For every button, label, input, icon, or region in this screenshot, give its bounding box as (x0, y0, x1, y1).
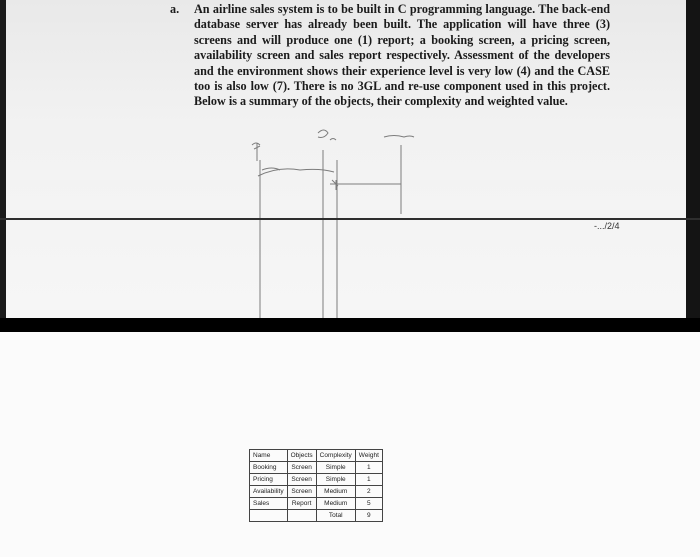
marks-label: -.../2/4 (594, 221, 620, 231)
table-row (250, 498, 383, 510)
cell-objects: Screen (287, 462, 316, 474)
cell-complexity: Simple (316, 474, 355, 486)
table-row (250, 486, 383, 498)
cell-objects: Screen (287, 486, 316, 498)
cell-weight: 1 (355, 462, 382, 474)
photo-bottom-page (0, 332, 700, 557)
cell-objects: Report (287, 498, 316, 510)
header-objects: Objects (287, 450, 316, 462)
cell-name: Availability (250, 486, 288, 498)
table-header-row (250, 450, 383, 462)
cell-complexity: Medium (316, 486, 355, 498)
cell-name: Pricing (250, 474, 288, 486)
cell-name (250, 510, 288, 522)
cell-objects (287, 510, 316, 522)
summary-table (249, 449, 383, 522)
table-row (250, 474, 383, 486)
pencil-scribble-3 (384, 136, 414, 138)
header-name: Name (250, 450, 288, 462)
cell-total-label: Total (316, 510, 355, 522)
cell-weight: 1 (355, 474, 382, 486)
cell-weight: 5 (355, 498, 382, 510)
cell-objects: Screen (287, 474, 316, 486)
header-weight: Weight (355, 450, 382, 462)
cell-complexity: Medium (316, 498, 355, 510)
cell-complexity: Simple (316, 462, 355, 474)
table-total-row (250, 510, 383, 522)
cell-weight: 2 (355, 486, 382, 498)
photo-gap (0, 318, 700, 332)
pencil-scribble-1 (252, 143, 260, 161)
table-row (250, 462, 383, 474)
horizontal-rule (0, 218, 700, 220)
cell-total-value: 9 (355, 510, 382, 522)
cell-name: Booking (250, 462, 288, 474)
question-letter: a. (170, 2, 180, 16)
question-text: An airline sales system is to be built in C programming language. The back-end database server has already been built. The application will have three (3) screens and will produce one (1) report; a booking screen, a pricing screen, availability screen and sales report respectively. Assessment of the developers and the environment shows their experience level is very low (4) and the CASE too is also low (7). There is no 3GL and re-use component used in this project. Below is a summary of the objects, their complexity and weighted value. (194, 2, 610, 109)
cell-name: Sales (250, 498, 288, 510)
pencil-scribble-2 (318, 130, 336, 140)
header-complexity: Complexity (316, 450, 355, 462)
